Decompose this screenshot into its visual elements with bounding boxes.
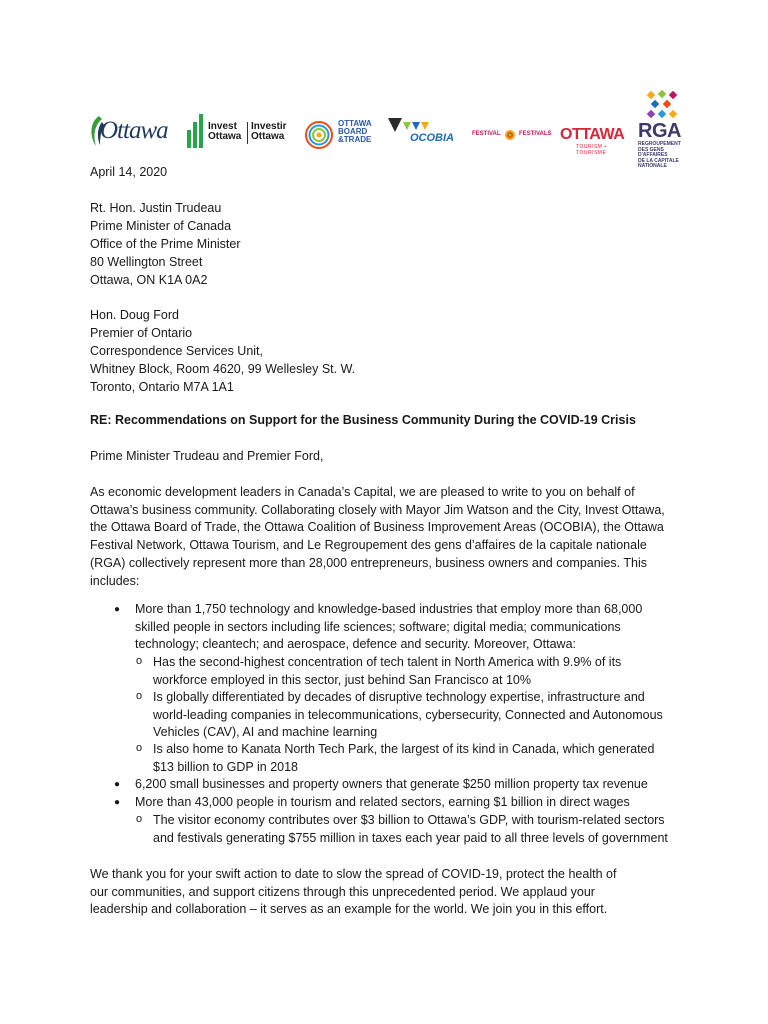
- sub-bullet-line: world-leading companies in telecommunications, cybersecurity, Connected and Autonomous: [153, 707, 663, 722]
- invest-bars-icon: [186, 112, 204, 148]
- ocobia-wordmark: OCOBIA: [410, 132, 454, 144]
- board-line-1: OTTAWA: [338, 119, 372, 128]
- rga-sub-3: DE LA CAPITALE NATIONALE: [638, 157, 679, 169]
- recipient2-line: Whitney Block, Room 4620, 99 Wellesley St. W.: [90, 361, 356, 376]
- bullet-1-sub-2: [153, 689, 663, 742]
- invest-fr-1: Investir: [251, 121, 287, 132]
- tourism-subtitle: TOURISM • TOURISME: [576, 144, 607, 156]
- recipient1-line: Office of the Prime Minister: [90, 236, 241, 251]
- closing-paragraph: [90, 866, 616, 919]
- bullet-2: 6,200 small businesses and property owners that generate $250 million property tax revenue: [135, 777, 648, 791]
- festival-en: FESTIVAL: [472, 131, 501, 137]
- board-of-trade-logo: [304, 118, 380, 154]
- recipient1-line: Rt. Hon. Justin Trudeau: [90, 201, 222, 215]
- invest-ottawa-logo: [186, 112, 296, 152]
- rga-sub-1: REGROUPEMENT: [638, 141, 681, 147]
- sub-bullet-line: and festivals generating $755 million in taxes each year paid to all three levels of government: [153, 830, 668, 845]
- closing-line: our communities, and support citizens through this unprecedented period. We applaud your: [90, 884, 595, 899]
- bullet-1-line: technology; cleantech; and aerospace, defence and security. Moreover, Ottawa:: [135, 637, 577, 652]
- recipient2-line: Hon. Doug Ford: [90, 308, 179, 322]
- bullet-1-line: More than 1,750 technology and knowledge-based industries that employ more than 68,000: [135, 602, 643, 616]
- bullet-marker: ●: [114, 779, 121, 790]
- sub-bullet-marker: o: [136, 655, 143, 667]
- sub-bullet-line: Is globally differentiated by decades of disruptive technology expertise, infrastructure and: [153, 690, 645, 704]
- intro-line: (RGA) collectively represent more than 28,000 entrepreneurs, business owners and companies. This: [90, 555, 647, 570]
- recipient1-line: Prime Minister of Canada: [90, 218, 232, 233]
- bullet-marker: ●: [114, 797, 121, 808]
- recipient1-line: Ottawa, ON K1A 0A2: [90, 272, 208, 287]
- recipient1-line: 80 Wellington Street: [90, 254, 203, 269]
- board-line-2: BOARD: [338, 127, 368, 136]
- board-line-3: &TRADE: [338, 135, 372, 144]
- bullet-marker: ●: [114, 604, 121, 615]
- closing-line: We thank you for your swift action to date to slow the spread of COVID-19, protect the health of: [90, 867, 617, 881]
- sub-bullet-marker: o: [136, 813, 143, 825]
- tourism-wordmark: OTTAWA: [560, 126, 625, 143]
- letter-date: April 14, 2020: [90, 165, 168, 179]
- sub-bullet-marker: o: [136, 742, 143, 754]
- sub-bullet-line: $13 billion to GDP in 2018: [153, 759, 299, 774]
- bullet-1-sub-3: [153, 741, 654, 776]
- sub-bullet-marker: o: [136, 690, 143, 702]
- invest-fr-2: Ottawa: [251, 131, 285, 142]
- ottawa-logo: [88, 112, 172, 152]
- sub-bullet-line: The visitor economy contributes over $3 billion to Ottawa’s GDP, with tourism-related sectors: [153, 813, 665, 827]
- intro-line: includes:: [90, 573, 140, 588]
- rga-mosaic-icon: [646, 90, 680, 120]
- board-rings-icon: [304, 120, 334, 150]
- recipient2-line: Toronto, Ontario M7A 1A1: [90, 379, 234, 394]
- sub-bullet-line: workforce employed in this sector, just behind San Francisco at 10%: [153, 672, 531, 687]
- intro-line: As economic development leaders in Canada’s Capital, we are pleased to write to you on behalf of: [90, 485, 635, 499]
- rga-wordmark: RGA: [638, 120, 681, 142]
- ottawa-tourism-logo: [560, 126, 632, 156]
- intro-line: the Ottawa Board of Trade, the Ottawa Coalition of Business Improvement Areas (OCOBIA), the Ottawa: [90, 520, 664, 535]
- ocobia-logo: [388, 118, 458, 152]
- bullet-3-sub-1: [153, 812, 668, 847]
- intro-line: Festival Network, Ottawa Tourism, and Le Regroupement des gens d’affaires de la capitale nationale: [90, 538, 647, 553]
- rga-logo: [636, 90, 690, 169]
- bullet-1-sub-1: [153, 654, 621, 689]
- invest-en-1: Invest: [208, 121, 237, 132]
- sub-bullet-line: Vehicles (CAV), AI and machine learning: [153, 725, 378, 740]
- sub-bullet-line: Is also home to Kanata North Tech Park, the largest of its kind in Canada, which generated: [153, 742, 655, 756]
- bullet-1: [135, 601, 642, 654]
- bullet-3: More than 43,000 people in tourism and related sectors, earning $1 billion in direct wages: [135, 795, 630, 809]
- recipient-block-1: [90, 200, 241, 290]
- sub-bullet-line: Has the second-highest concentration of tech talent in North America with 9.9% of its: [153, 655, 622, 669]
- recipient2-line: Correspondence Services Unit,: [90, 343, 263, 358]
- invest-en-2: Ottawa: [208, 131, 242, 142]
- ottawa-wordmark: Ottawa: [100, 117, 168, 144]
- festival-burst-icon: [504, 129, 516, 141]
- intro-line: Ottawa’s business community. Collaborating closely with Mayor Jim Watson and the City, Invest Ottawa,: [90, 502, 665, 517]
- invest-divider: [247, 122, 248, 144]
- festival-fr: FESTIVALS: [519, 131, 552, 137]
- bullet-1-line: skilled people in sectors including life sciences; software; digital media; communications: [135, 619, 621, 634]
- closing-line: leadership and collaboration – it serves as an example for the world. We join you in this effort.: [90, 902, 608, 917]
- recipient-block-2: [90, 307, 355, 397]
- intro-paragraph: [90, 484, 665, 590]
- salutation: Prime Minister Trudeau and Premier Ford,: [90, 449, 324, 463]
- partner-logos: [88, 90, 688, 169]
- subject-line: RE: Recommendations on Support for the Business Community During the COVID-19 Crisis: [90, 413, 636, 427]
- recipient2-line: Premier of Ontario: [90, 325, 193, 340]
- rga-sub-2: DES GENS D'AFFAIRES: [638, 146, 668, 158]
- festival-network-logo: [472, 128, 550, 148]
